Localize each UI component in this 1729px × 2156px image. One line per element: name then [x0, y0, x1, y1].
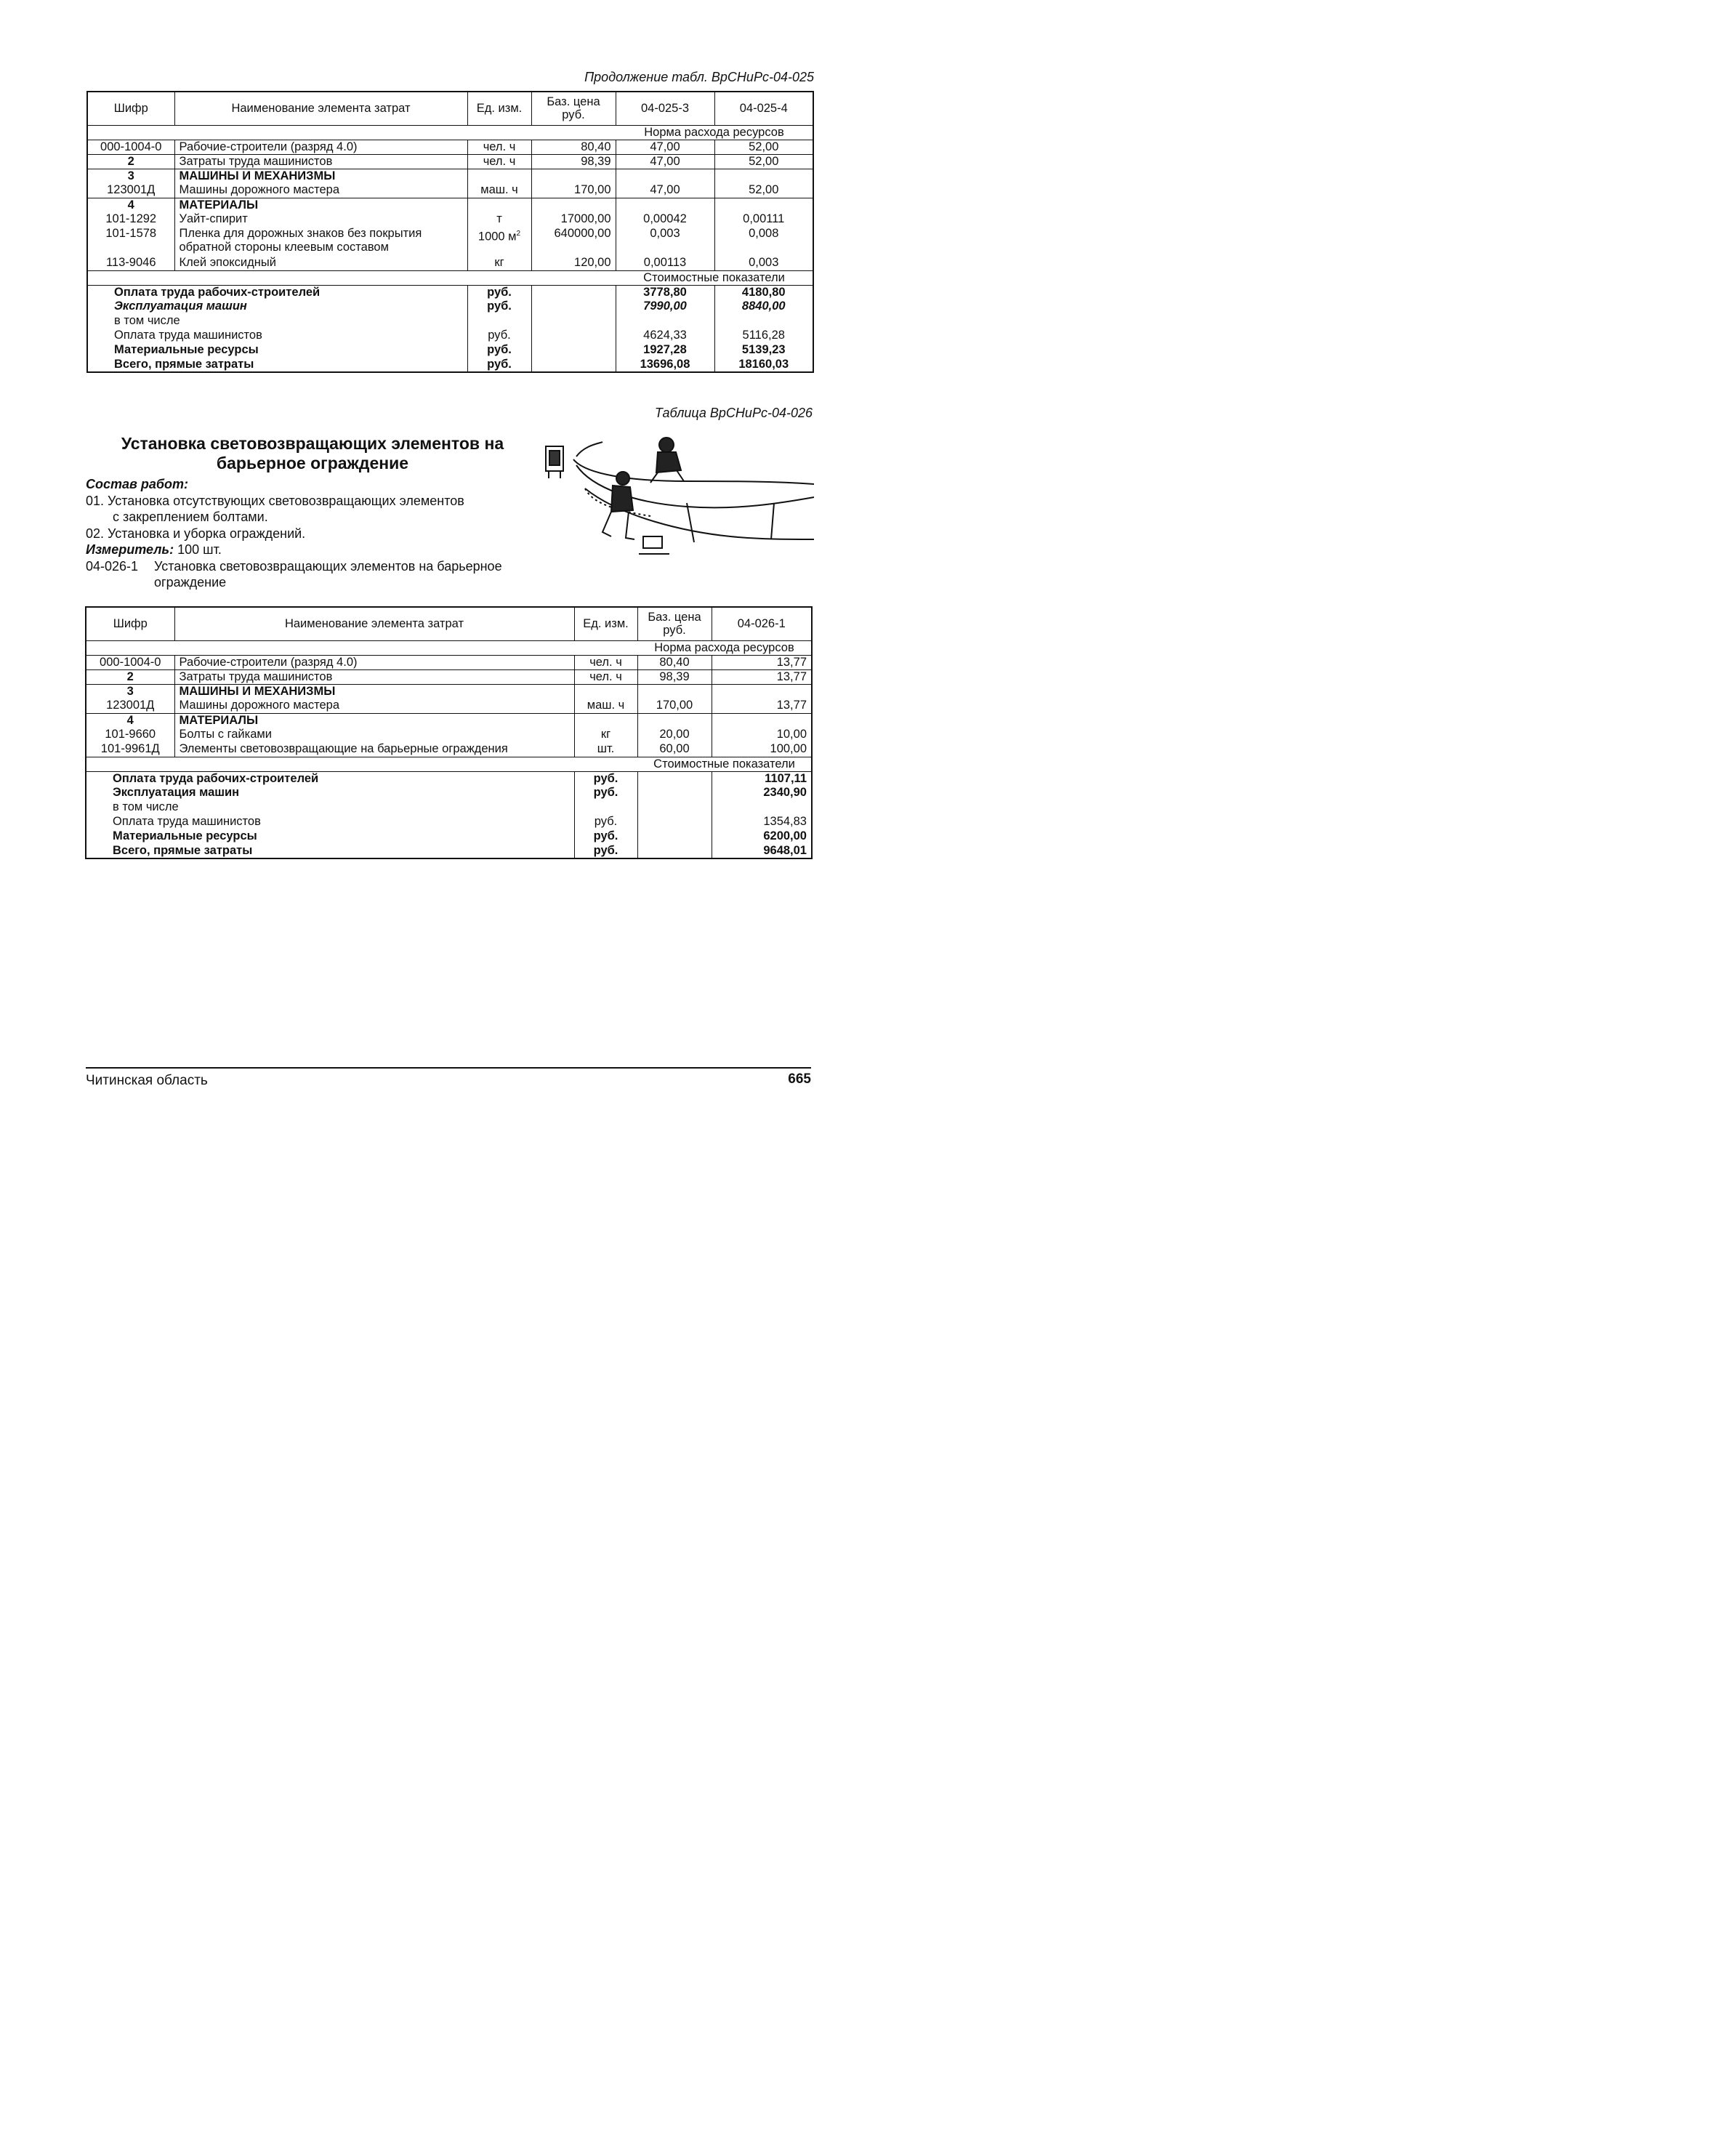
row-price: 98,39	[637, 669, 712, 684]
work-item: 02. Установка и уборка ограждений.	[86, 526, 306, 541]
row-unit: чел. ч	[574, 655, 637, 669]
cost-value-1: 1107,11	[712, 771, 812, 786]
cost-name: Эксплуатация машин	[86, 786, 574, 800]
header-code: Шифр	[87, 92, 174, 125]
cost-row	[86, 800, 812, 815]
row-unit: маш. ч	[467, 183, 531, 198]
table-row	[87, 154, 813, 169]
cost-row	[87, 314, 813, 329]
cost-unit: руб.	[574, 829, 637, 844]
row-unit: шт.	[574, 742, 637, 757]
row-price: 80,40	[637, 655, 712, 669]
row-code: 4	[87, 198, 174, 212]
row-name: Рабочие-строители (разряд 4.0)	[174, 140, 467, 154]
table-row	[87, 140, 813, 154]
row-name: МАШИНЫ И МЕХАНИЗМЫ	[174, 169, 467, 183]
cost-row	[86, 786, 812, 800]
table-row	[86, 699, 812, 713]
row-name: Затраты труда машинистов	[174, 669, 574, 684]
row-name: Уайт-спирит	[174, 212, 467, 227]
workers-installing-barrier-illustration	[541, 430, 818, 563]
cost-name: Материальные ресурсы	[87, 343, 467, 358]
header-unit: Ед. изм.	[467, 92, 531, 125]
header-unit: Ед. изм.	[574, 607, 637, 640]
header-code: Шифр	[86, 607, 174, 640]
cost-value-2: 5139,23	[714, 343, 813, 358]
table-row	[87, 256, 813, 270]
cost-name: в том числе	[86, 800, 574, 815]
row-name: МАТЕРИАЛЫ	[174, 198, 467, 212]
row-value-1: 13,77	[712, 669, 812, 684]
cost-unit: руб.	[574, 786, 637, 800]
row-value-1: 0,003	[616, 227, 714, 256]
cost-name: Оплата труда машинистов	[87, 329, 467, 343]
row-value-2: 0,008	[714, 227, 813, 256]
cost-row	[86, 844, 812, 858]
meter-line	[86, 542, 222, 558]
row-code: 000-1004-0	[87, 140, 174, 154]
row-unit: чел. ч	[467, 140, 531, 154]
row-value-1: 13,77	[712, 699, 812, 713]
table-row-group-header	[86, 684, 812, 699]
section-norm-label: Норма расхода ресурсов	[616, 125, 813, 140]
page-number: 665	[788, 1071, 811, 1087]
table-header-row	[86, 607, 812, 640]
row-code: 101-9660	[86, 728, 174, 742]
row-code: 000-1004-0	[86, 655, 174, 669]
table-row	[87, 183, 813, 198]
row-code: 101-9961Д	[86, 742, 174, 757]
row-value-1: 0,00113	[616, 256, 714, 270]
cost-value-2: 5116,28	[714, 329, 813, 343]
row-unit: чел. ч	[574, 669, 637, 684]
signal-box-icon	[546, 446, 563, 478]
toolbox-icon	[639, 536, 669, 554]
cost-name: Материальные ресурсы	[86, 829, 574, 844]
header-norm-2: 04-025-4	[714, 92, 813, 125]
section-row-cost	[87, 270, 813, 285]
cost-table-04-025	[86, 91, 814, 373]
row-name: Клей эпоксидный	[174, 256, 467, 270]
cost-unit: руб.	[467, 329, 531, 343]
row-value-2: 0,00111	[714, 212, 813, 227]
row-name: Затраты труда машинистов	[174, 154, 467, 169]
row-value-1: 100,00	[712, 742, 812, 757]
row-code: 4	[86, 713, 174, 728]
work-item: 01. Установка отсутствующих световозвращающих элементов	[86, 494, 464, 508]
row-price: 80,40	[531, 140, 616, 154]
header-norm-1: 04-026-1	[712, 607, 812, 640]
footer-region: Читинская область	[86, 1073, 208, 1088]
header-price: Баз. цена руб.	[637, 607, 712, 640]
norm-description: Установка световозвращающих элементов на барьерное	[154, 559, 502, 574]
table-row	[86, 742, 812, 757]
table-row-group-header	[87, 198, 813, 212]
row-code: 101-1578	[87, 227, 174, 256]
cost-name: Оплата труда машинистов	[86, 815, 574, 829]
cost-row	[86, 829, 812, 844]
row-price: 170,00	[637, 699, 712, 713]
header-price: Баз. цена руб.	[531, 92, 616, 125]
cost-row	[87, 285, 813, 299]
section-title: Установка световозвращающих элементов на барьерное ограждение	[121, 434, 504, 472]
cost-unit: руб.	[574, 815, 637, 829]
table-row	[86, 655, 812, 669]
table-row	[87, 227, 813, 256]
cost-name: Всего, прямые затраты	[86, 844, 574, 858]
row-price: 98,39	[531, 154, 616, 169]
section-norm-label: Норма расхода ресурсов	[637, 640, 812, 655]
cost-row	[87, 329, 813, 343]
table-row	[87, 212, 813, 227]
row-value-2: 52,00	[714, 140, 813, 154]
cost-value-1: 13696,08	[616, 358, 714, 372]
cost-unit: руб.	[467, 285, 531, 299]
cost-value-1: 6200,00	[712, 829, 812, 844]
cost-unit: руб.	[574, 771, 637, 786]
row-price: 170,00	[531, 183, 616, 198]
row-value-1: 10,00	[712, 728, 812, 742]
table-row-group-header	[86, 713, 812, 728]
section-cost-label: Стоимостные показатели	[637, 757, 812, 771]
cost-unit: руб.	[467, 299, 531, 314]
worker-standing	[650, 438, 684, 483]
meter-value: 100 шт.	[177, 542, 222, 557]
cost-unit: руб.	[574, 844, 637, 858]
cost-name: Оплата труда рабочих-строителей	[86, 771, 574, 786]
row-code: 2	[86, 669, 174, 684]
table-row	[86, 669, 812, 684]
table-row	[86, 728, 812, 742]
row-value-2: 52,00	[714, 154, 813, 169]
cost-row	[87, 343, 813, 358]
cost-value-1: 1354,83	[712, 815, 812, 829]
cost-value-1: 9648,01	[712, 844, 812, 858]
row-price: 60,00	[637, 742, 712, 757]
cost-row	[86, 771, 812, 786]
header-name: Наименование элемента затрат	[174, 92, 467, 125]
table-header-row	[87, 92, 813, 125]
cost-value-2: 8840,00	[714, 299, 813, 314]
section-row-norm	[86, 640, 812, 655]
table-row-group-header	[87, 169, 813, 183]
row-value-1: 47,00	[616, 183, 714, 198]
row-unit: маш. ч	[574, 699, 637, 713]
cost-value-1: 2340,90	[712, 786, 812, 800]
cost-value-1: 3778,80	[616, 285, 714, 299]
row-name: МАШИНЫ И МЕХАНИЗМЫ	[174, 684, 574, 699]
section-row-cost	[86, 757, 812, 771]
section-cost-label: Стоимостные показатели	[616, 270, 813, 285]
norm-description-cont: ограждение	[154, 575, 227, 590]
cost-value-2: 18160,03	[714, 358, 813, 372]
meter-label: Измеритель:	[86, 542, 174, 557]
row-code: 101-1292	[87, 212, 174, 227]
row-value-2: 0,003	[714, 256, 813, 270]
row-code: 3	[86, 684, 174, 699]
row-name: Элементы световозвращающие на барьерные ограждения	[174, 742, 574, 757]
work-item: с закреплением болтами.	[113, 510, 268, 524]
row-name: Рабочие-строители (разряд 4.0)	[174, 655, 574, 669]
row-code: 123001Д	[87, 183, 174, 198]
cost-name: в том числе	[87, 314, 467, 329]
cost-unit: руб.	[467, 343, 531, 358]
cost-name: Оплата труда рабочих-строителей	[87, 285, 467, 299]
cost-name: Эксплуатация машин	[87, 299, 467, 314]
cost-value-1: 1927,28	[616, 343, 714, 358]
row-unit: кг	[467, 256, 531, 270]
row-name: Машины дорожного мастера	[174, 183, 467, 198]
cost-value-2: 4180,80	[714, 285, 813, 299]
work-composition-label: Состав работ:	[86, 477, 189, 491]
row-price: 640000,00	[531, 227, 616, 256]
row-value-1: 47,00	[616, 154, 714, 169]
cost-name: Всего, прямые затраты	[87, 358, 467, 372]
row-code: 3	[87, 169, 174, 183]
table-caption: Таблица ВрСНиРс-04-026	[654, 406, 813, 420]
header-name: Наименование элемента затрат	[174, 607, 574, 640]
cost-table-04-026	[85, 606, 813, 859]
row-unit: 1000 $м^2$	[467, 227, 531, 256]
worker-kneeling	[602, 472, 634, 539]
norm-code: 04-026-1	[86, 559, 139, 574]
row-value-1: 47,00	[616, 140, 714, 154]
row-unit: т	[467, 212, 531, 227]
cost-row	[87, 299, 813, 314]
header-norm-1: 04-025-3	[616, 92, 714, 125]
cost-row	[87, 358, 813, 372]
row-name: МАТЕРИАЛЫ	[174, 713, 574, 728]
row-code: 113-9046	[87, 256, 174, 270]
table-continuation-caption: Продолжение табл. ВрСНиРс-04-025	[584, 70, 814, 84]
row-name: Машины дорожного мастера	[174, 699, 574, 713]
row-value-1: 13,77	[712, 655, 812, 669]
cost-row	[86, 815, 812, 829]
row-unit: чел. ч	[467, 154, 531, 169]
cost-value-1: 7990,00	[616, 299, 714, 314]
row-name: Пленка для дорожных знаков без покрытия обратной стороны клеевым составом	[174, 227, 467, 256]
section-row-norm	[87, 125, 813, 140]
row-name: Болты с гайками	[174, 728, 574, 742]
row-value-1: 0,00042	[616, 212, 714, 227]
row-code: 123001Д	[86, 699, 174, 713]
footer-divider	[86, 1067, 811, 1069]
row-code: 2	[87, 154, 174, 169]
row-unit: кг	[574, 728, 637, 742]
row-price: 20,00	[637, 728, 712, 742]
row-price: 17000,00	[531, 212, 616, 227]
cost-unit: руб.	[467, 358, 531, 372]
row-value-2: 52,00	[714, 183, 813, 198]
cost-value-1: 4624,33	[616, 329, 714, 343]
row-price: 120,00	[531, 256, 616, 270]
